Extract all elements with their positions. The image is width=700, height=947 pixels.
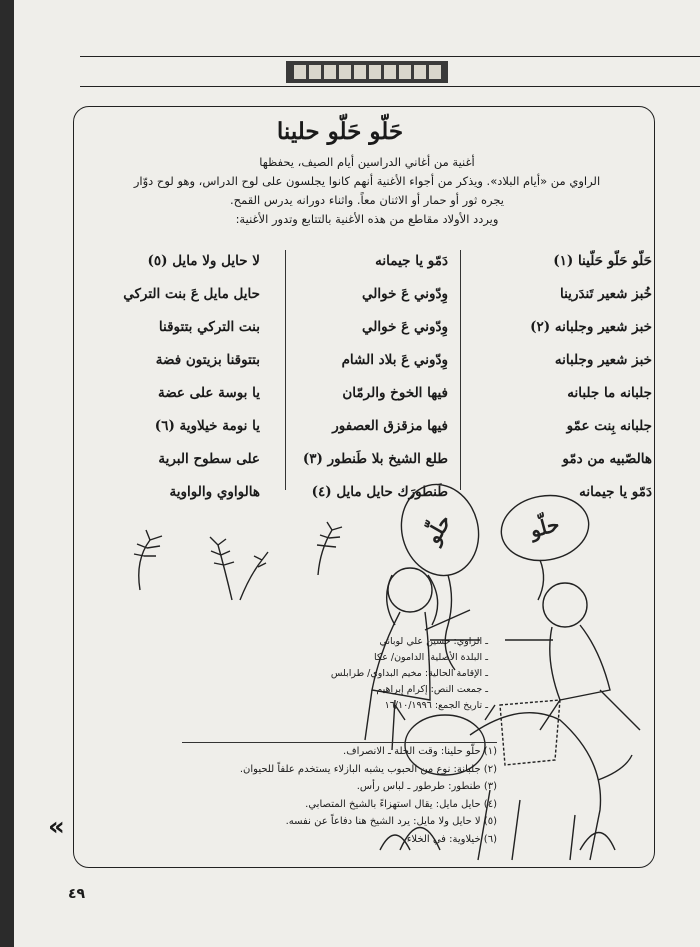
verse-line: لا حايل ولا مايل (٥) xyxy=(147,253,260,269)
credit-line: ـ الإقامة الحالية: مخيم البداوي/ طرابلس xyxy=(330,668,488,679)
verse-line: يا نومة خيلاوية (٦) xyxy=(154,418,260,434)
intro-line: ويردد الأولاد مقاطع من هذه الأغنية بالتتابع وتدور الأغنية: xyxy=(235,212,499,226)
balloon-right xyxy=(496,489,594,600)
verse-line: بتتوقنا بزيتون فضة xyxy=(155,352,260,368)
verse-line: وِدّوني عَ خوالي xyxy=(362,319,448,335)
credit-line: ـ جمعت النص: إكرام إبراهيم xyxy=(376,684,488,695)
verse-line: دَمّو يا جيمانه xyxy=(579,484,652,500)
wheat-icon xyxy=(210,537,268,600)
verse-line: جلبانه ما جلبانه xyxy=(567,385,652,401)
balloon-text: حلّو xyxy=(420,510,456,548)
credit-line: ـ الراوي: حسين علي لوباني xyxy=(379,636,488,647)
intro-line: الراوي من «أيام البلاد». ويذكر من أجواء الأغنية أنهم كانوا يجلسون على لوح الدراس، وهو لوح دوّار xyxy=(133,174,601,188)
footnote: (٦) خيلاوية: في الخلاء. xyxy=(403,833,497,845)
verse-line: طلع الشيخ بلا طَنطور (٣) xyxy=(302,451,448,467)
child-right xyxy=(505,583,640,730)
credits-block xyxy=(318,634,488,714)
verse-line: خبز شعير وجلبانه xyxy=(554,352,652,368)
verse-line: فيها مزقزق العصفور xyxy=(332,418,448,434)
wheat-icon xyxy=(134,530,162,590)
credit-line: ـ البلدة الأصلية: الدامون/ عكا xyxy=(374,652,488,663)
footnote: (٥) لا حايل ولا مايل: يرد الشيخ هنا دفاعاً عن نفسه. xyxy=(285,816,497,827)
verse-line: هالواوي والواوية xyxy=(169,484,260,500)
credit-line: ـ تاريخ الجمع: ١٦/١٠/١٩٩٦ xyxy=(384,700,488,711)
page-number: ٤٩ xyxy=(68,886,86,902)
verse-line: طَنطورَك حايل مايل (٤) xyxy=(311,484,448,500)
footnote: (١) حلّو حلينا: وقت الحلة ـ الانصراف. xyxy=(343,746,497,757)
verse-line: خُبز شعير تَندَرينا xyxy=(560,286,652,302)
verse-line: وِدّوني عَ بلاد الشام xyxy=(341,352,448,368)
verse-line: على سطوح البرية xyxy=(158,451,260,467)
balloon-text: حلّو xyxy=(527,511,563,543)
footnotes xyxy=(92,743,497,848)
footnote: (٢) جلبانة: نوع من الحبوب يشبه البازلاء يستخدم علفاً للحيوان. xyxy=(239,763,497,775)
verse-line: جلبانه بِنت عمّو xyxy=(566,418,652,434)
wheat-icon xyxy=(317,522,342,575)
poem-title: حَلّو حَلّو حلينا xyxy=(276,118,404,145)
verse-line: حايل مايل عَ بنت التركي xyxy=(123,286,260,302)
verse-line: خبز شعير وجلبانه (٢) xyxy=(530,319,652,335)
nav-arrows-icon[interactable]: « xyxy=(48,812,65,842)
intro-line: أغنية من أغاني الدراسين أيام الصيف، يحفظها xyxy=(259,155,475,169)
intro-line: يجره ثور أو حمار أو الاثنان معاً. واثناء دورانه يدرس القمح. xyxy=(230,193,504,207)
verse-line: دَمّو يا جيمانه xyxy=(375,253,448,269)
footnote: (٣) طنطور: طرطور ـ لباس رأس. xyxy=(356,781,497,792)
verse-line: هالصّبيه من دمّو xyxy=(562,451,652,467)
verse-line: فيها الخوخ والرمّان xyxy=(342,385,448,401)
verse-line: وِدّوني عَ خوالي xyxy=(362,286,448,302)
verse-line: حَلّو حَلّو حَلّينا (١) xyxy=(553,253,652,269)
footnote: (٤) حايل مايل: يقال استهزاءً بالشيخ المتصابي. xyxy=(305,798,497,810)
verse-line: يا بوسة على عضة xyxy=(157,385,260,401)
verse-line: بنت التركي بتتوقنا xyxy=(158,319,260,335)
